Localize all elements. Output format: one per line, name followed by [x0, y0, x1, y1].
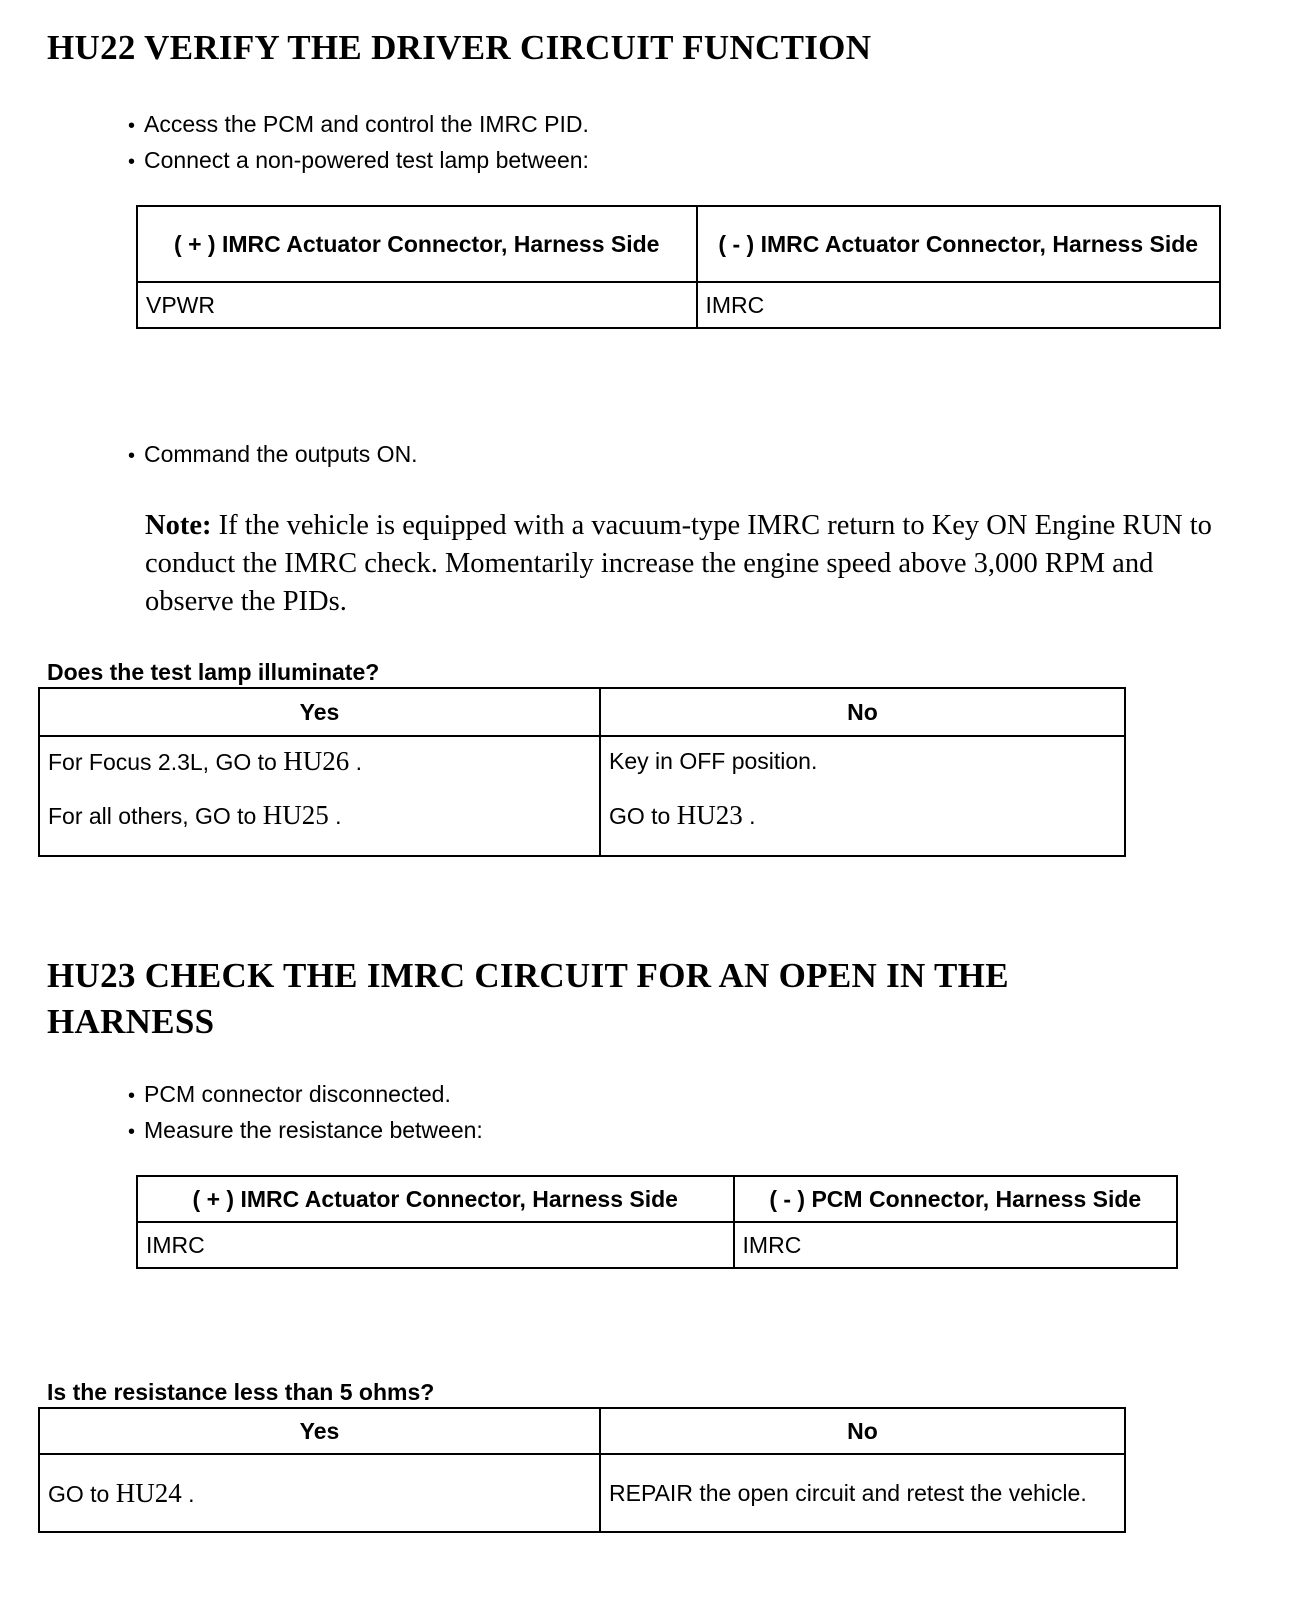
hu23-title-line2: HARNESS — [47, 1002, 215, 1041]
list-item: • Connect a non-powered test lamp between: — [128, 143, 589, 179]
yes-header: Yes — [39, 688, 600, 736]
yes-line-focus: For Focus 2.3L, GO to HU26 . — [48, 746, 362, 776]
table-cell: VPWR — [137, 282, 697, 328]
hu23-connector-table — [136, 1175, 1178, 1269]
table-header-row — [137, 206, 1220, 282]
note-label: Note: — [145, 510, 212, 541]
no-line-goto: GO to HU23 . — [609, 800, 756, 830]
table-row — [137, 282, 1220, 328]
table-cell: IMRC — [137, 1222, 734, 1268]
yes-cell — [39, 736, 600, 856]
no-line-key: Key in OFF position. — [609, 748, 818, 774]
yes-line-others: For all others, GO to HU25 . — [48, 800, 342, 830]
column-header-positive: ( + ) IMRC Actuator Connector, Harness Side — [137, 1176, 734, 1222]
no-cell — [600, 736, 1125, 856]
hu23-bullet-list — [128, 1077, 483, 1149]
yes-header: Yes — [39, 1408, 600, 1454]
hu23-question: Is the resistance less than 5 ohms? — [47, 1379, 435, 1405]
list-item: • Command the outputs ON. — [128, 437, 418, 473]
hu22-answer-table — [38, 687, 1126, 857]
table-row — [39, 736, 1125, 856]
no-header: No — [600, 1408, 1125, 1454]
column-header-negative: ( - ) IMRC Actuator Connector, Harness Side — [697, 206, 1221, 282]
table-row — [39, 1454, 1125, 1532]
hu22-note — [145, 507, 1225, 621]
hu22-question: Does the test lamp illuminate? — [47, 659, 380, 685]
table-row — [137, 1222, 1177, 1268]
column-header-positive: ( + ) IMRC Actuator Connector, Harness Side — [137, 206, 697, 282]
hu22-command-list — [128, 437, 418, 473]
note-text: If the vehicle is equipped with a vacuum-type IMRC return to Key ON Engine RUN to conduct the IMRC check. Momentarily increase the engine speed above 3,000 RPM and observe the PIDs. — [145, 510, 1212, 617]
hu23-answer-table — [38, 1407, 1126, 1533]
hu22-bullet-list — [128, 107, 589, 179]
yes-line1-prefix: For Focus 2.3L, GO to — [48, 749, 284, 775]
yes-cell: GO to HU24 . — [39, 1454, 600, 1532]
list-item: • Measure the resistance between: — [128, 1113, 483, 1149]
list-item: • Access the PCM and control the IMRC PID. — [128, 107, 589, 143]
no-cell: REPAIR the open circuit and retest the vehicle. — [600, 1454, 1125, 1532]
yes-line2-prefix: For all others, GO to — [48, 803, 263, 829]
no-line2-prefix: GO to — [609, 803, 677, 829]
list-item: • PCM connector disconnected. — [128, 1077, 483, 1113]
hu25-link[interactable]: HU25 — [262, 800, 329, 830]
yes-prefix: GO to — [48, 1480, 116, 1507]
hu24-link[interactable]: HU24 — [115, 1477, 182, 1508]
table-cell: IMRC — [734, 1222, 1177, 1268]
table-header-row — [39, 1408, 1125, 1454]
hu26-link[interactable]: HU26 — [283, 746, 350, 776]
hu23-link[interactable]: HU23 — [676, 800, 743, 830]
column-header-negative: ( - ) PCM Connector, Harness Side — [734, 1176, 1177, 1222]
table-header-row — [39, 688, 1125, 736]
hu22-connector-table — [136, 205, 1221, 329]
hu23-title-line1: HU23 CHECK THE IMRC CIRCUIT FOR AN OPEN IN THE — [47, 956, 1009, 995]
no-header: No — [600, 688, 1125, 736]
hu23-title — [47, 953, 1009, 1045]
table-header-row — [137, 1176, 1177, 1222]
table-cell: IMRC — [697, 282, 1221, 328]
hu22-title: HU22 VERIFY THE DRIVER CIRCUIT FUNCTION — [47, 28, 872, 67]
